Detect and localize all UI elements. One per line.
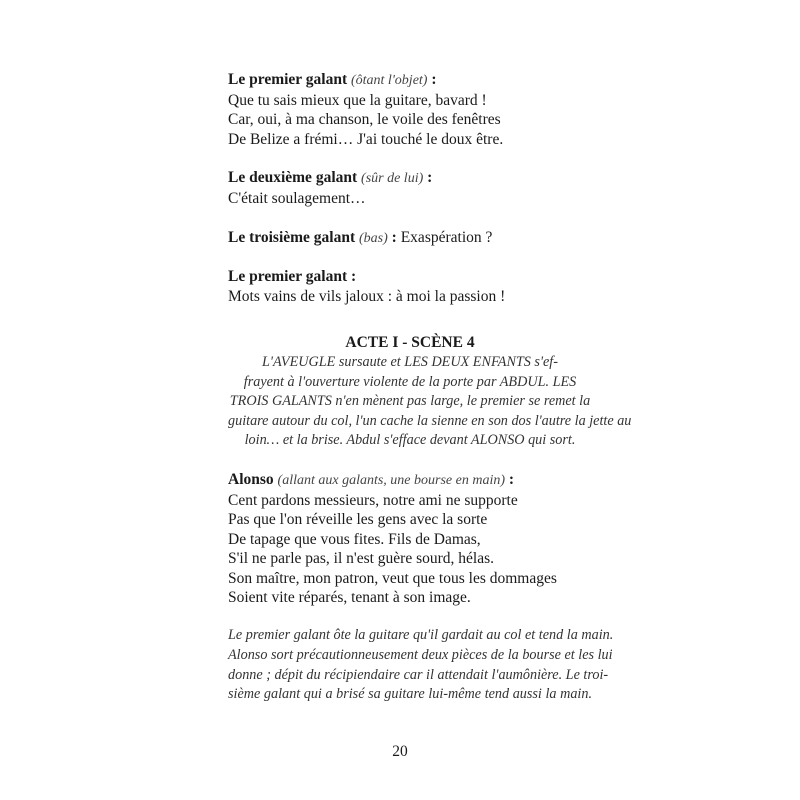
verse-line: S'il ne parle pas, il n'est guère sourd, hélas. (228, 550, 495, 568)
stage-direction-inline: (bas) (359, 230, 388, 246)
scene-description-line: TROIS GALANTS n'en mènent pas large, le premier se remet la (229, 393, 591, 410)
verse-line: De Belize a frémi… J'ai touché le doux être. (228, 130, 504, 148)
stage-direction-inline: (sûr de lui) (361, 171, 424, 187)
verse-line: Que tu sais mieux que la guitare, bavard ! (228, 91, 487, 109)
speaker-name: Alonso (228, 470, 274, 488)
verse-line: Son maître, mon patron, veut que tous les dommages (228, 569, 557, 587)
speaker-colon: : (387, 228, 397, 246)
stage-direction-line: sième galant qui a brisé sa guitare lui-même tend aussi la main. (228, 686, 592, 703)
speaker-name: Le premier galant : (228, 268, 357, 286)
verse-line: Car, oui, à ma chanson, le voile des fenêtres (228, 111, 501, 129)
verse-line: Soient vite réparés, tenant à son image. (228, 589, 471, 607)
scene-description-line: guitare autour du col, l'un cache la sienne en son dos l'autre la jette au (228, 412, 632, 429)
verse-line: Pas que l'on réveille les gens avec la sorte (228, 511, 488, 529)
speaker-colon: : (505, 470, 515, 488)
verse-line: Cent pardons messieurs, notre ami ne supporte (228, 491, 518, 509)
speaker-line (228, 470, 592, 491)
speaker-colon: : (427, 71, 437, 88)
dialogue-block-troisieme-galant (228, 228, 592, 249)
speaker-name: Le troisième galant (228, 228, 356, 246)
speaker-name: Le deuxième galant (228, 169, 358, 187)
scene-description (228, 353, 632, 451)
speaker-colon: : (423, 169, 433, 187)
dialogue-block-deuxieme-galant (228, 168, 592, 208)
page-number: 20 (392, 743, 408, 760)
stage-direction-line: donne ; dépit du récipiendaire car il attendait l'aumônière. Le troi- (228, 666, 609, 683)
verse-line: Mots vains de vils jaloux : à moi la passion ! (228, 287, 506, 305)
scene-description-line: L'AVEUGLE sursaute et LES DEUX ENFANTS s'ef- (262, 353, 558, 370)
scene-heading: ACTE I - SCÈNE 4 (345, 334, 475, 352)
verse-line: De tapage que vous fites. Fils de Damas, (228, 530, 481, 548)
dialogue-block-premier-galant-2 (228, 267, 592, 306)
stage-direction-line: Le premier galant ôte la guitare qu'il gardait au col et tend la main. (228, 627, 614, 644)
verse-line: C'était soulagement… (228, 189, 366, 207)
play-text (228, 70, 632, 705)
dialogue-block-premier-galant (228, 70, 592, 149)
speaker-name: Le premier galant (228, 71, 348, 88)
dialogue-block-alonso (228, 470, 592, 608)
speaker-line (228, 168, 592, 189)
stage-direction-line: Alonso sort précautionneusement deux pièces de la bourse et les lui (228, 646, 613, 663)
stage-direction-inline: (allant aux galants, une bourse en main) (277, 472, 506, 488)
scene-description-line: loin… et la brise. Abdul s'efface devant ALONSO qui sort. (244, 432, 576, 449)
stage-direction-paragraph (228, 626, 614, 705)
verse-inline: Exaspération ? (396, 228, 493, 246)
speaker-line (228, 228, 592, 249)
speaker-line (228, 70, 592, 91)
speaker-line (228, 267, 592, 287)
stage-direction-inline: (ôtant l'objet) (350, 73, 428, 88)
scene-description-line: frayent à l'ouverture violente de la porte par ABDUL. LES (243, 373, 577, 390)
